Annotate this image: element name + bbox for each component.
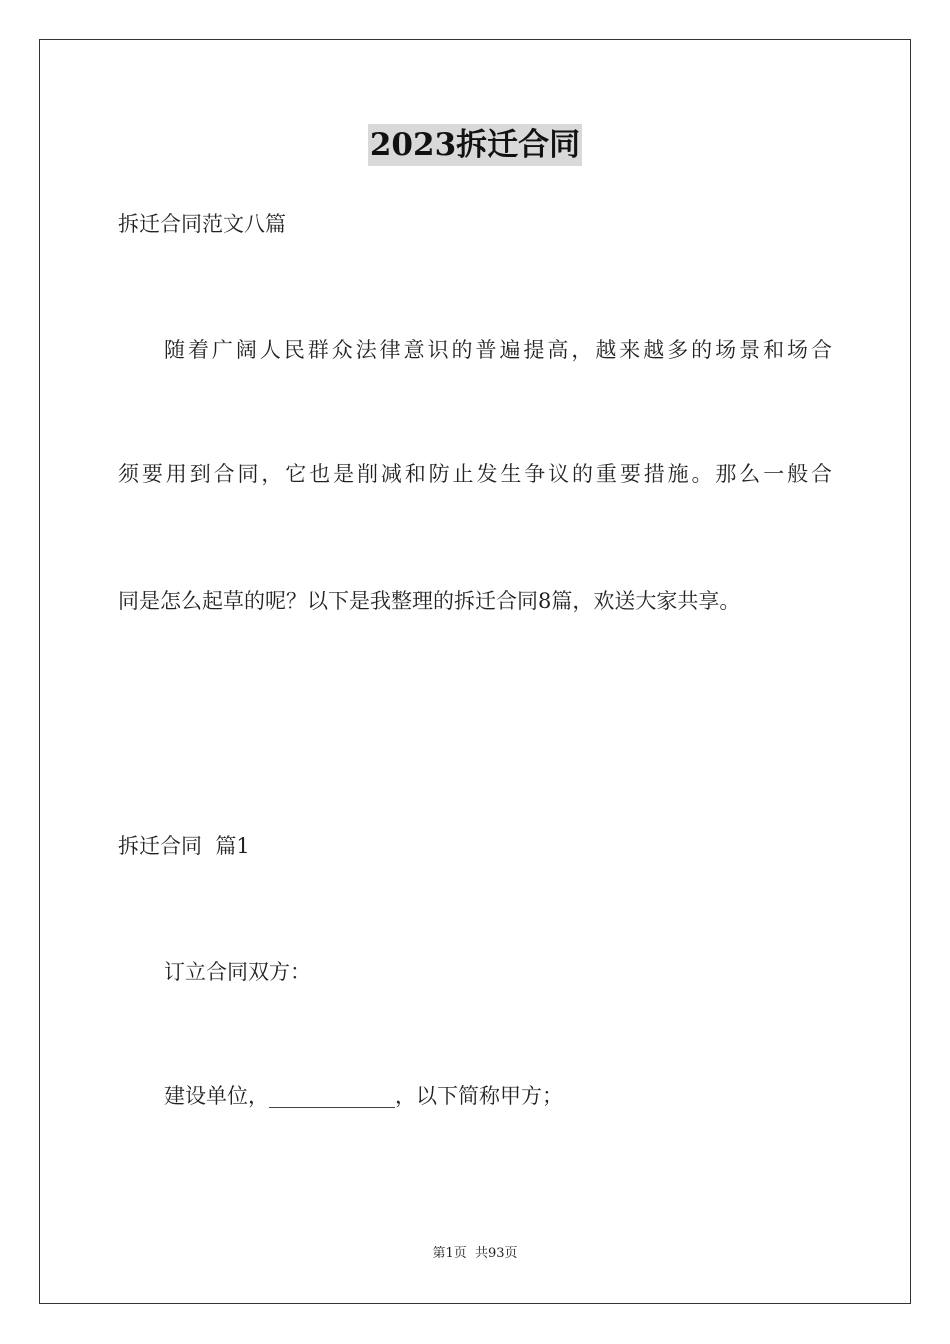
intro-line-1: 随着广阔人民群众法律意识的普遍提高，越来越多的场景和场合: [164, 338, 832, 362]
title-container: [0, 124, 950, 166]
intro-line-2: 须要用到合同，它也是削减和防止发生争议的重要措施。那么一般合: [118, 462, 832, 486]
party-a-line: 建设单位，____________，以下简称甲方；: [164, 1084, 563, 1108]
document-title: 2023拆迁合同: [368, 124, 582, 166]
page-number-label: 第1页 共93页: [432, 1246, 518, 1261]
document-subtitle: 拆迁合同范文八篇: [118, 212, 286, 236]
parties-label: 订立合同双方：: [164, 960, 311, 984]
section-heading: 拆迁合同 篇1: [118, 834, 250, 858]
intro-line-3: 同是怎么起草的呢？以下是我整理的拆迁合同8篇，欢送大家共享。: [118, 589, 741, 613]
page-footer: [0, 1245, 950, 1263]
